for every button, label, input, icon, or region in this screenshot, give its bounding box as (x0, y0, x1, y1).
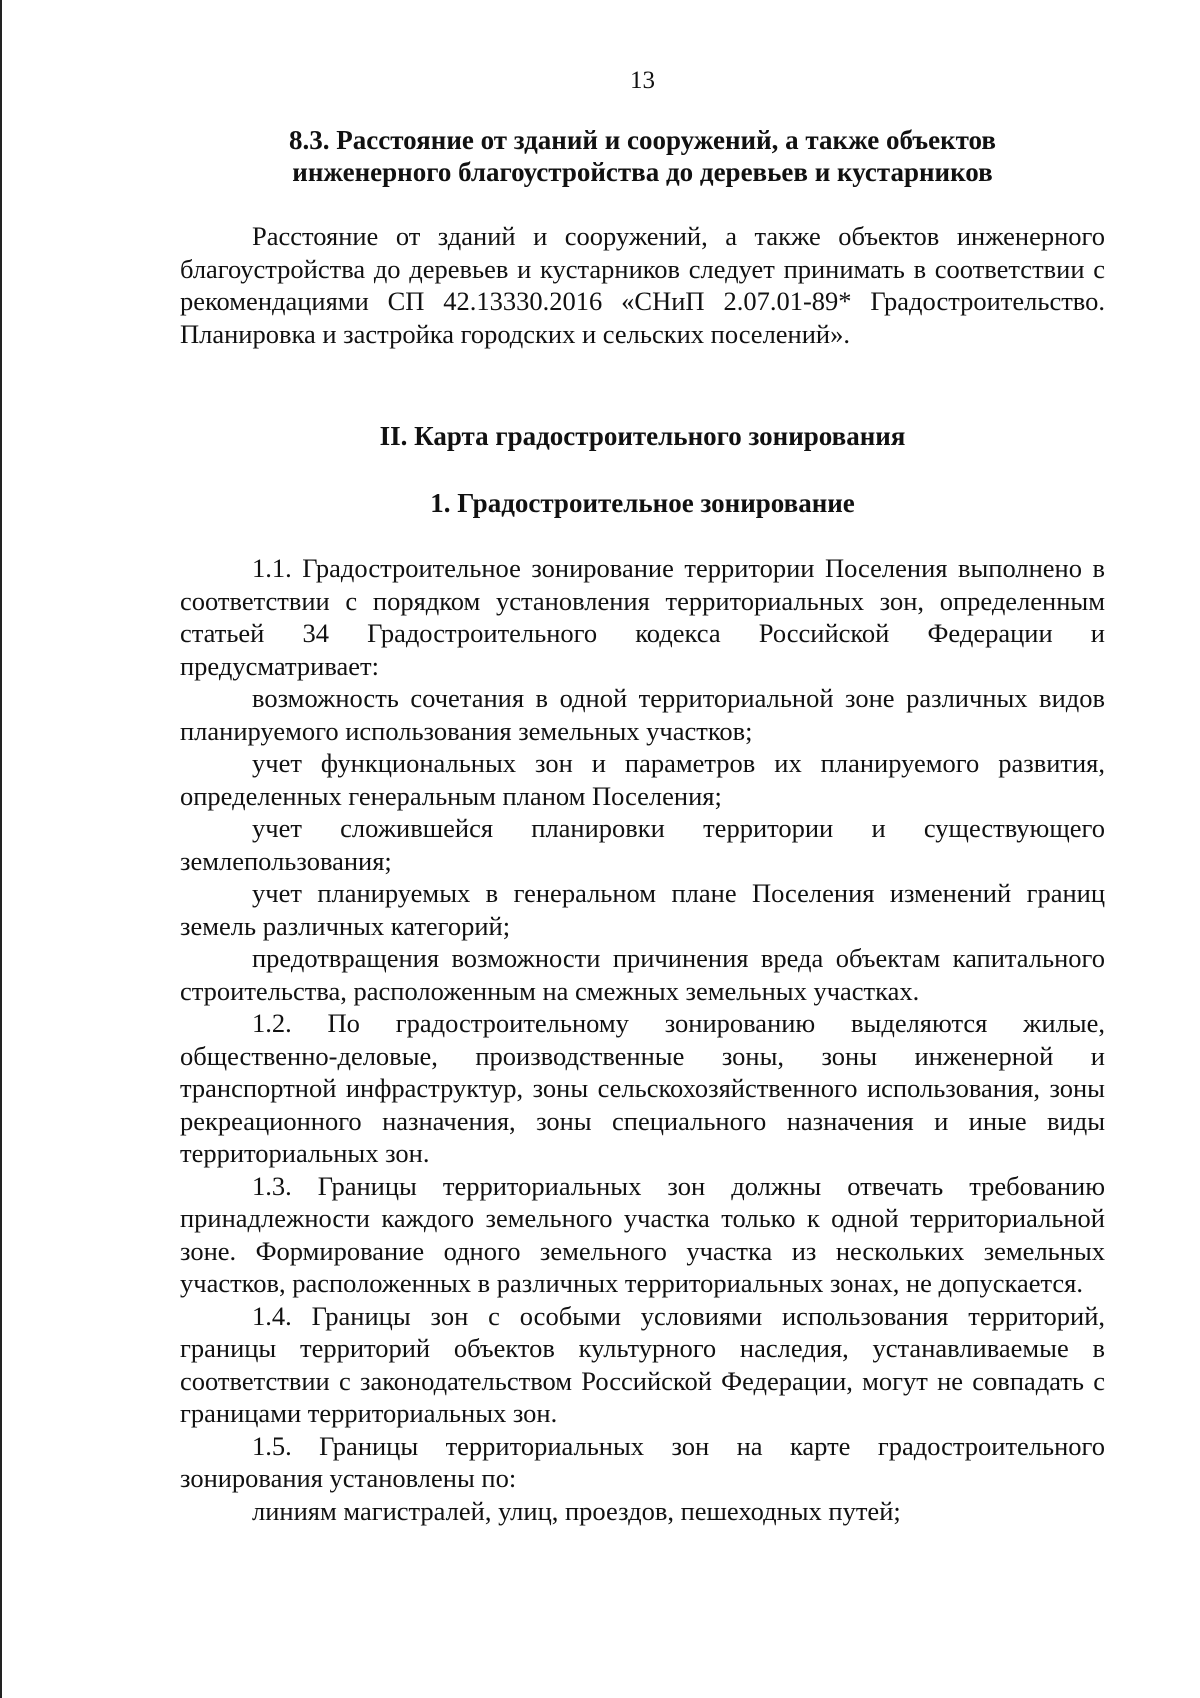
section-1-body (180, 552, 1105, 1527)
page-number: 13 (630, 67, 655, 94)
list-item-combination: возможность сочетания в одной территориальной зоне различных видов планируемого использования земельных участков; (180, 683, 1105, 746)
list-item-land-categories: учет планируемых в генеральном плане Поселения изменений границ земель различных категорий; (180, 878, 1105, 941)
section-8-3-paragraph: Расстояние от зданий и сооружений, а также объектов инженерного благоустройства до деревьев и кустарников следует принимать в соответствии с рекомендациями СП 42.13330.2016 «СНиП 2.07.01-89* Градостроительство. Планировка и застройка городских и сельских поселений». (180, 221, 1105, 349)
section-1-heading: 1. Градостроительное зонирование (430, 488, 855, 518)
list-item-harm-prevention: предотвращения возможности причинения вреда объектам капитального строительства, расположенным на смежных земельных участках. (180, 943, 1105, 1006)
paragraph-1-3: 1.3. Границы территориальных зон должны отвечать требованию принадлежности каждого земельного участка только к одной территориальной зоне. Формирование одного земельного участка из нескольких земельных участков, расположенных в различных территориальных зонах, не допускается. (180, 1170, 1105, 1298)
section-8-3-heading-line-1: 8.3. Расстояние от зданий и сооружений, а также объектов (289, 125, 996, 155)
paragraph-1-1: 1.1. Градостроительное зонирование территории Поселения выполнено в соответствии с порядком установления территориальных зон, определенным статьей 34 Градостроительного кодекса Российской Федерации и предусматривает: (180, 553, 1105, 681)
section-8-3-heading (180, 124, 1105, 188)
paragraph-1-4: 1.4. Границы зон с особыми условиями использования территорий, границы территорий объектов культурного наследия, устанавливаемые в соответствии с законодательством Российской Федерации, могут не совпадать с границами территориальных зон. (180, 1300, 1105, 1428)
paragraph-1-2: 1.2. По градостроительному зонированию выделяются жилые, общественно-деловые, производственные зоны, зоны инженерной и транспортной инфраструктур, зоны сельскохозяйственного использования, зоны рекреационного назначения, зоны специального назначения и иные виды территориальных зон. (180, 1008, 1105, 1168)
section-8-3-heading-line-2: инженерного благоустройства до деревьев и кустарников (292, 157, 993, 187)
list-item-existing-layout: учет сложившейся планировки территории и существующего землепользования; (180, 813, 1105, 876)
scan-edge-line (0, 0, 2, 1698)
paragraph-1-5: 1.5. Границы территориальных зон на карте градостроительного зонирования установлены по: (180, 1430, 1105, 1493)
list-item-functional-zones: учет функциональных зон и параметров их планируемого развития, определенных генеральным планом Поселения; (180, 748, 1105, 811)
list-item-street-lines: линиям магистралей, улиц, проездов, пешеходных путей; (252, 1495, 901, 1526)
part-ii-heading: II. Карта градостроительного зонирования (379, 421, 906, 451)
